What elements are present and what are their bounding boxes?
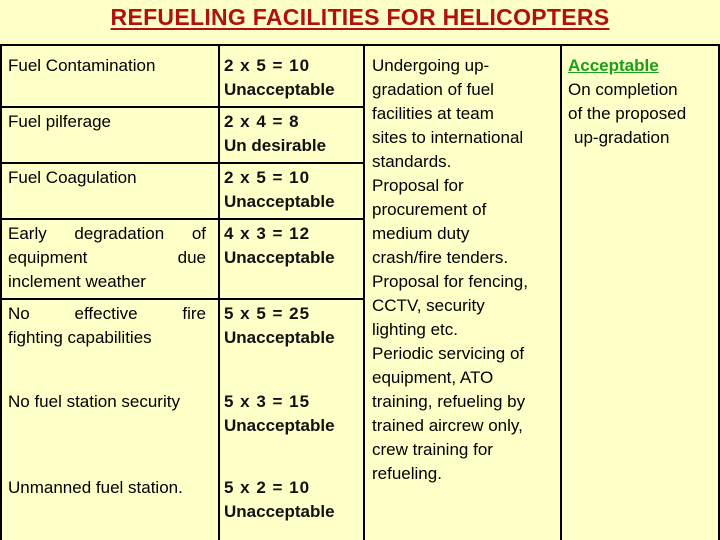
row-divider [0,218,363,220]
hazard-name: Fuel Contamination [8,56,156,75]
table-border-left [0,44,2,540]
risk-rating: Unacceptable [224,248,335,267]
title-divider [0,44,720,46]
mitigation-line: crew training for [372,440,493,459]
risk-rating: Unacceptable [224,502,335,521]
hazard-name-line: inclement weather [8,272,146,291]
status-label: Acceptable [568,56,659,75]
hazard-name [8,302,206,350]
row-divider [0,298,363,300]
hazard-name: Fuel pilferage [8,112,112,131]
risk-cell [224,302,335,350]
mitigation-line: sites to international [372,128,524,147]
mitigation-line: Periodic servicing of [372,344,525,363]
mitigation-line: trained aircrew only, [372,416,523,435]
status-text [568,54,716,150]
risk-rating: Unacceptable [224,80,335,99]
page-title: REFUELING FACILITIES FOR HELICOPTERS [110,4,610,30]
risk-score: 4 x 3 = 12 [224,224,311,243]
column-divider-1 [218,44,220,540]
column-divider-2 [363,44,365,540]
risk-score: 5 x 3 = 15 [224,392,311,411]
mitigation-line: procurement of [372,200,487,219]
mitigation-line: facilities at team [372,104,494,123]
risk-score: 2 x 5 = 10 [224,168,311,187]
risk-cell [224,476,335,524]
hazard-name: No fuel station security [8,392,180,411]
hazard-name-line: No effective fire [8,304,206,323]
risk-score: 5 x 2 = 10 [224,478,311,497]
mitigation-line: Undergoing up- [372,56,490,75]
mitigation-line: CCTV, security [372,296,485,315]
hazard-name: Unmanned fuel station. [8,478,183,497]
risk-cell [224,110,326,158]
mitigation-text [372,54,558,486]
hazard-name: Fuel Coagulation [8,168,137,187]
column-divider-3 [560,44,562,540]
mitigation-line: equipment, ATO [372,368,494,387]
risk-rating: Un desirable [224,136,327,155]
hazard-name [8,222,206,294]
risk-score: 2 x 5 = 10 [224,56,311,75]
mitigation-line: crash/fire tenders. [372,248,509,267]
risk-score: 5 x 5 = 25 [224,304,311,323]
hazard-name-line: equipment due [8,248,206,267]
risk-cell [224,222,335,270]
risk-cell [224,390,335,438]
status-line: On completion [568,80,678,99]
mitigation-line: gradation of fuel [372,80,494,99]
mitigation-line: lighting etc. [372,320,458,339]
row-divider [0,106,363,108]
risk-cell [224,166,335,214]
risk-rating: Unacceptable [224,416,335,435]
status-line: up-gradation [574,128,670,147]
row-divider [0,162,363,164]
mitigation-line: Proposal for [372,176,464,195]
risk-score: 2 x 4 = 8 [224,112,300,131]
hazard-name-line: Early degradation of [8,224,206,243]
risk-rating: Unacceptable [224,328,335,347]
mitigation-line: refueling. [372,464,442,483]
risk-cell [224,54,335,102]
mitigation-line: training, refueling by [372,392,526,411]
mitigation-line: standards. [372,152,452,171]
mitigation-line: medium duty [372,224,470,243]
risk-rating: Unacceptable [224,192,335,211]
mitigation-line: Proposal for fencing, [372,272,528,291]
status-line: of the proposed [568,104,687,123]
hazard-name-line: fighting capabilities [8,328,152,347]
